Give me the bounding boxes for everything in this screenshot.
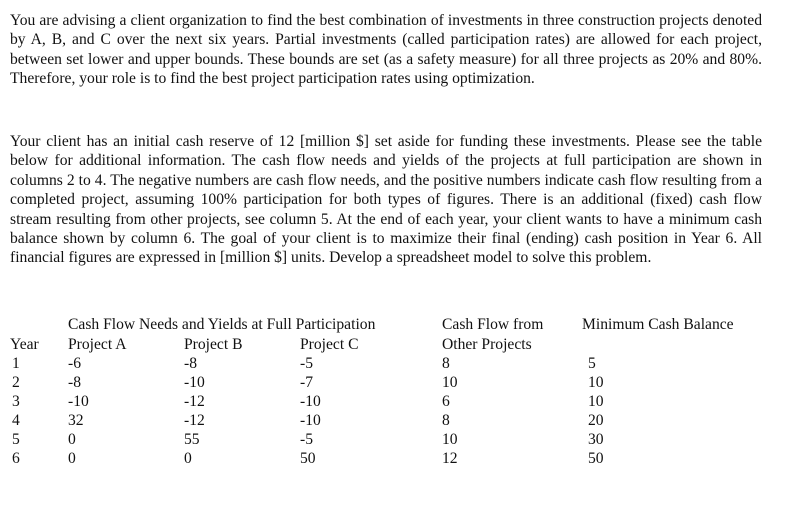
year-cell: 1 [12,355,20,372]
project-b-cell: -12 [184,412,205,429]
other-cell: 6 [442,393,450,410]
project-b-cell: -8 [184,355,197,372]
other-cell: 12 [442,450,458,467]
intro-paragraph: You are advising a client organization to find the best combination of investments in three construction projects denoted by A, B, and C over the next six years. Partial investments (called participation rates) are allowed for each project, between set lower and upper bounds. These bounds are set (as a safety measure) for all three projects as 20% and 80%. Therefore, your role is to find the best project participation rates using optimization. [10,12,762,88]
year-cell: 2 [12,374,20,391]
project-c-cell: -5 [300,431,313,448]
project-a-cell: 32 [68,412,84,429]
project-c-header: Project C [300,336,359,353]
project-a-cell: 0 [68,450,76,467]
project-b-cell: 55 [184,431,200,448]
project-c-cell: -10 [300,393,321,410]
project-c-cell: -5 [300,355,313,372]
min-cell: 30 [588,431,604,448]
project-a-cell: 0 [68,431,76,448]
other-cell: 10 [442,431,458,448]
other-projects-header: Cash Flow from [442,316,544,333]
min-cell: 20 [588,412,604,429]
min-cash-header: Minimum Cash Balance [582,316,734,333]
project-c-cell: -7 [300,374,313,391]
year-cell: 3 [12,393,20,410]
project-b-cell: -10 [184,374,205,391]
project-b-cell: -12 [184,393,205,410]
project-b-cell: 0 [184,450,192,467]
project-a-header: Project A [68,336,127,353]
year-cell: 5 [12,431,20,448]
project-b-header: Project B [184,336,243,353]
min-cell: 10 [588,374,604,391]
year-cell: 4 [12,412,20,429]
other-cell: 10 [442,374,458,391]
other-cell: 8 [442,355,450,372]
project-a-cell: -10 [68,393,89,410]
min-cell: 10 [588,393,604,410]
year-cell: 6 [12,450,20,467]
project-c-cell: 50 [300,450,316,467]
project-a-cell: -8 [68,374,81,391]
min-cell: 50 [588,450,604,467]
other-cell: 8 [442,412,450,429]
other-projects-header-line2: Other Projects [442,336,532,353]
group-header: Cash Flow Needs and Yields at Full Participation [68,316,376,333]
project-c-cell: -10 [300,412,321,429]
details-paragraph: Your client has an initial cash reserve of 12 [million $] set aside for funding these investments. Please see the table below for additional information. The cash flow needs and yields of the projects at full participation are shown in columns 2 to 4. The negative numbers are cash flow needs, and the positive numbers indicate cash flow resulting from a completed project, assuming 100% participation for both types of figures. There is an additional (fixed) cash flow stream resulting from other projects, see column 5. At the end of each year, your client wants to have a minimum cash balance shown by column 6. The goal of your client is to maximize their final (ending) cash position in Year 6. All financial figures are expressed in [million $] units. Develop a spreadsheet model to solve this problem. [10,133,762,267]
year-header: Year [10,336,39,353]
min-cell: 5 [588,355,596,372]
project-a-cell: -6 [68,355,81,372]
